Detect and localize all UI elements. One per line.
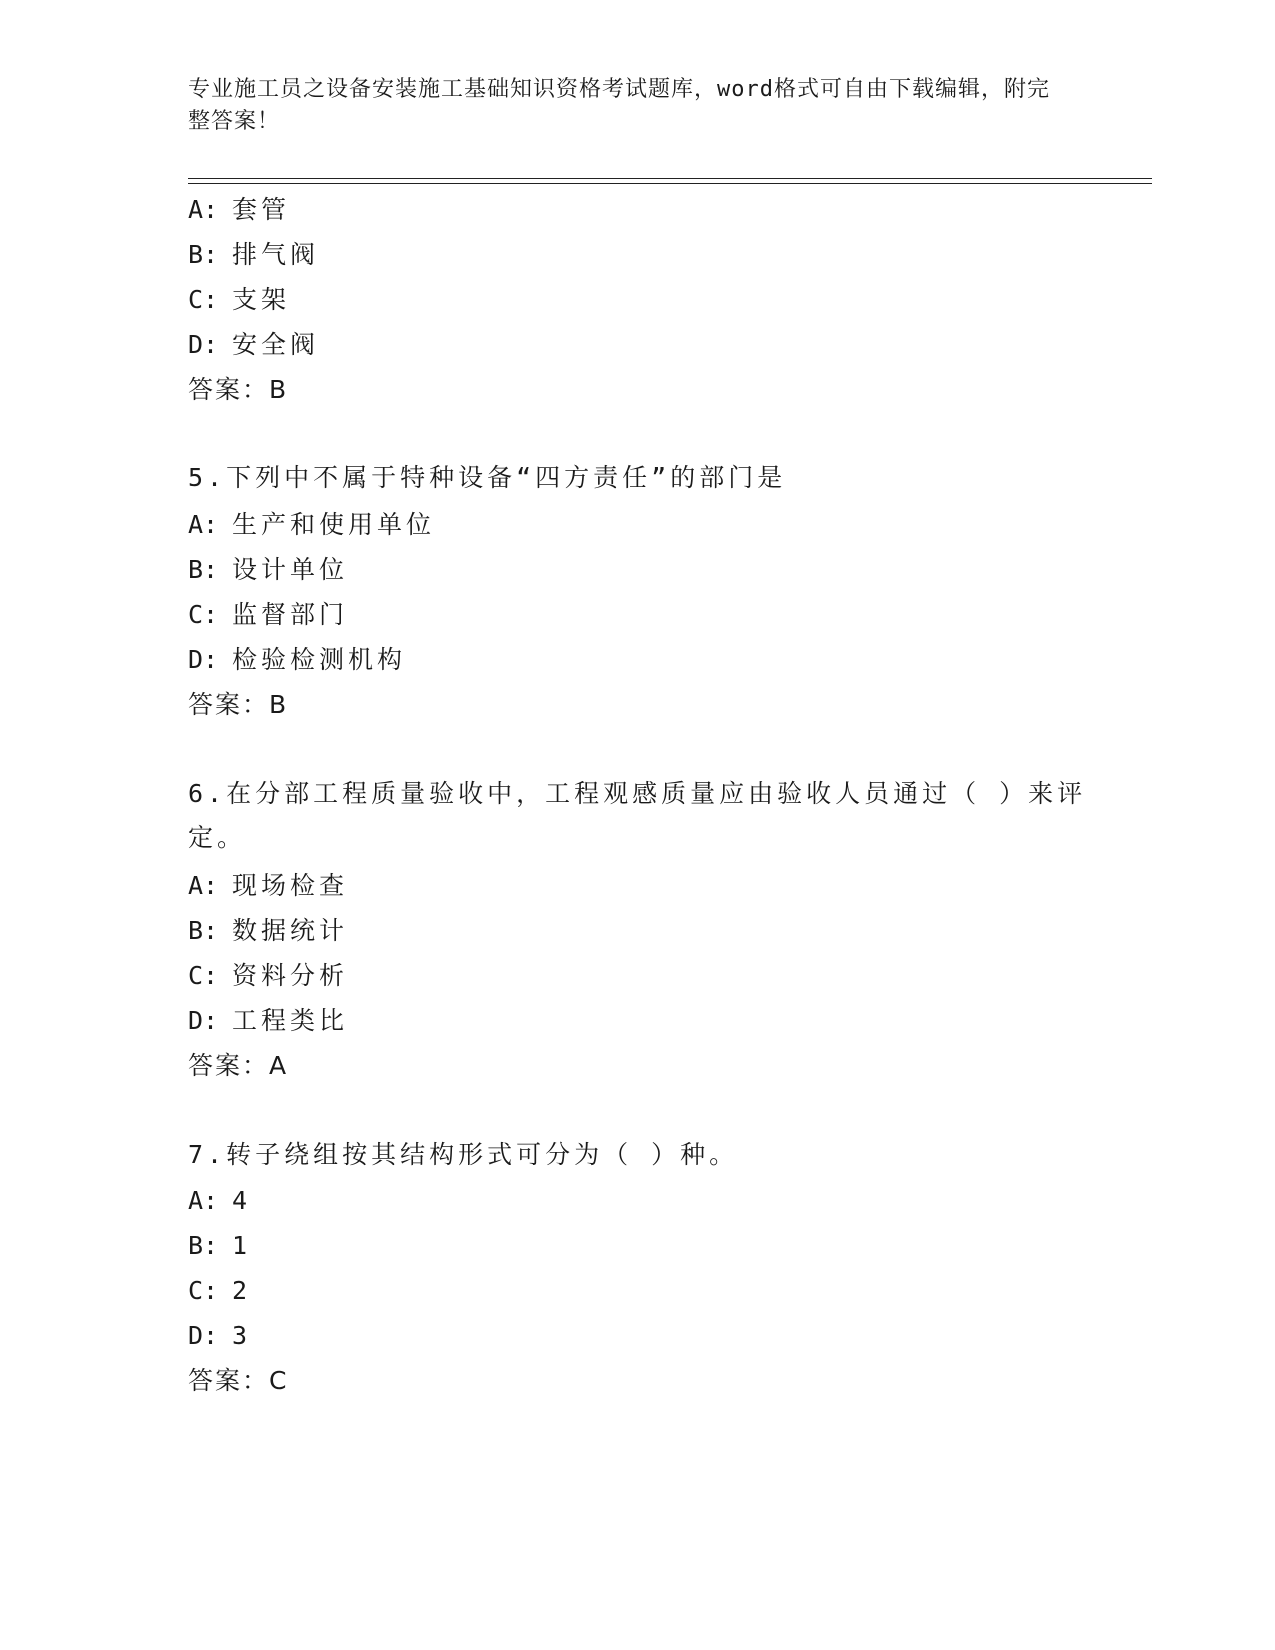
q7-option-a: A: 4 — [188, 1186, 252, 1215]
q6-question: 6.在分部工程质量验收中，工程观感质量应由验收人员通过（ ）来评定。 — [188, 779, 1087, 852]
q5-option-d: D: 检验检测机构 — [188, 645, 407, 674]
q5-option-a: A: 生产和使用单位 — [188, 510, 436, 539]
q7-option-b: B: 1 — [188, 1231, 252, 1260]
q6-answer: 答案：A — [188, 1051, 289, 1080]
q4-option-d: D: 安全阀 — [188, 330, 320, 359]
q4-answer: 答案：B — [188, 375, 289, 404]
document-header: 专业施工员之设备安装施工基础知识资格考试题库，word格式可自由下载编辑，附完整答案！ — [188, 77, 1050, 134]
q7-question: 7.转子绕组按其结构形式可分为（ ）种。 — [188, 1140, 739, 1169]
q5-option-c: C: 监督部门 — [188, 600, 349, 629]
q7-answer: 答案：C — [188, 1366, 289, 1395]
q7-option-c: C: 2 — [188, 1276, 252, 1305]
q4-option-a: A: 套管 — [188, 195, 291, 224]
q6-option-b: B: 数据统计 — [188, 916, 349, 945]
q4-option-c: C: 支架 — [188, 285, 291, 314]
q6-option-c: C: 资料分析 — [188, 961, 349, 990]
q5-answer: 答案：B — [188, 690, 289, 719]
q4-option-b: B: 排气阀 — [188, 240, 320, 269]
q5-question: 5.下列中不属于特种设备“四方责任”的部门是 — [188, 463, 787, 492]
q6-option-d: D: 工程类比 — [188, 1006, 349, 1035]
q5-option-b: B: 设计单位 — [188, 555, 349, 584]
q6-option-a: A: 现场检查 — [188, 871, 349, 900]
q7-option-d: D: 3 — [188, 1321, 252, 1350]
header-divider-top — [188, 178, 1152, 179]
header-divider-bottom — [188, 183, 1152, 184]
